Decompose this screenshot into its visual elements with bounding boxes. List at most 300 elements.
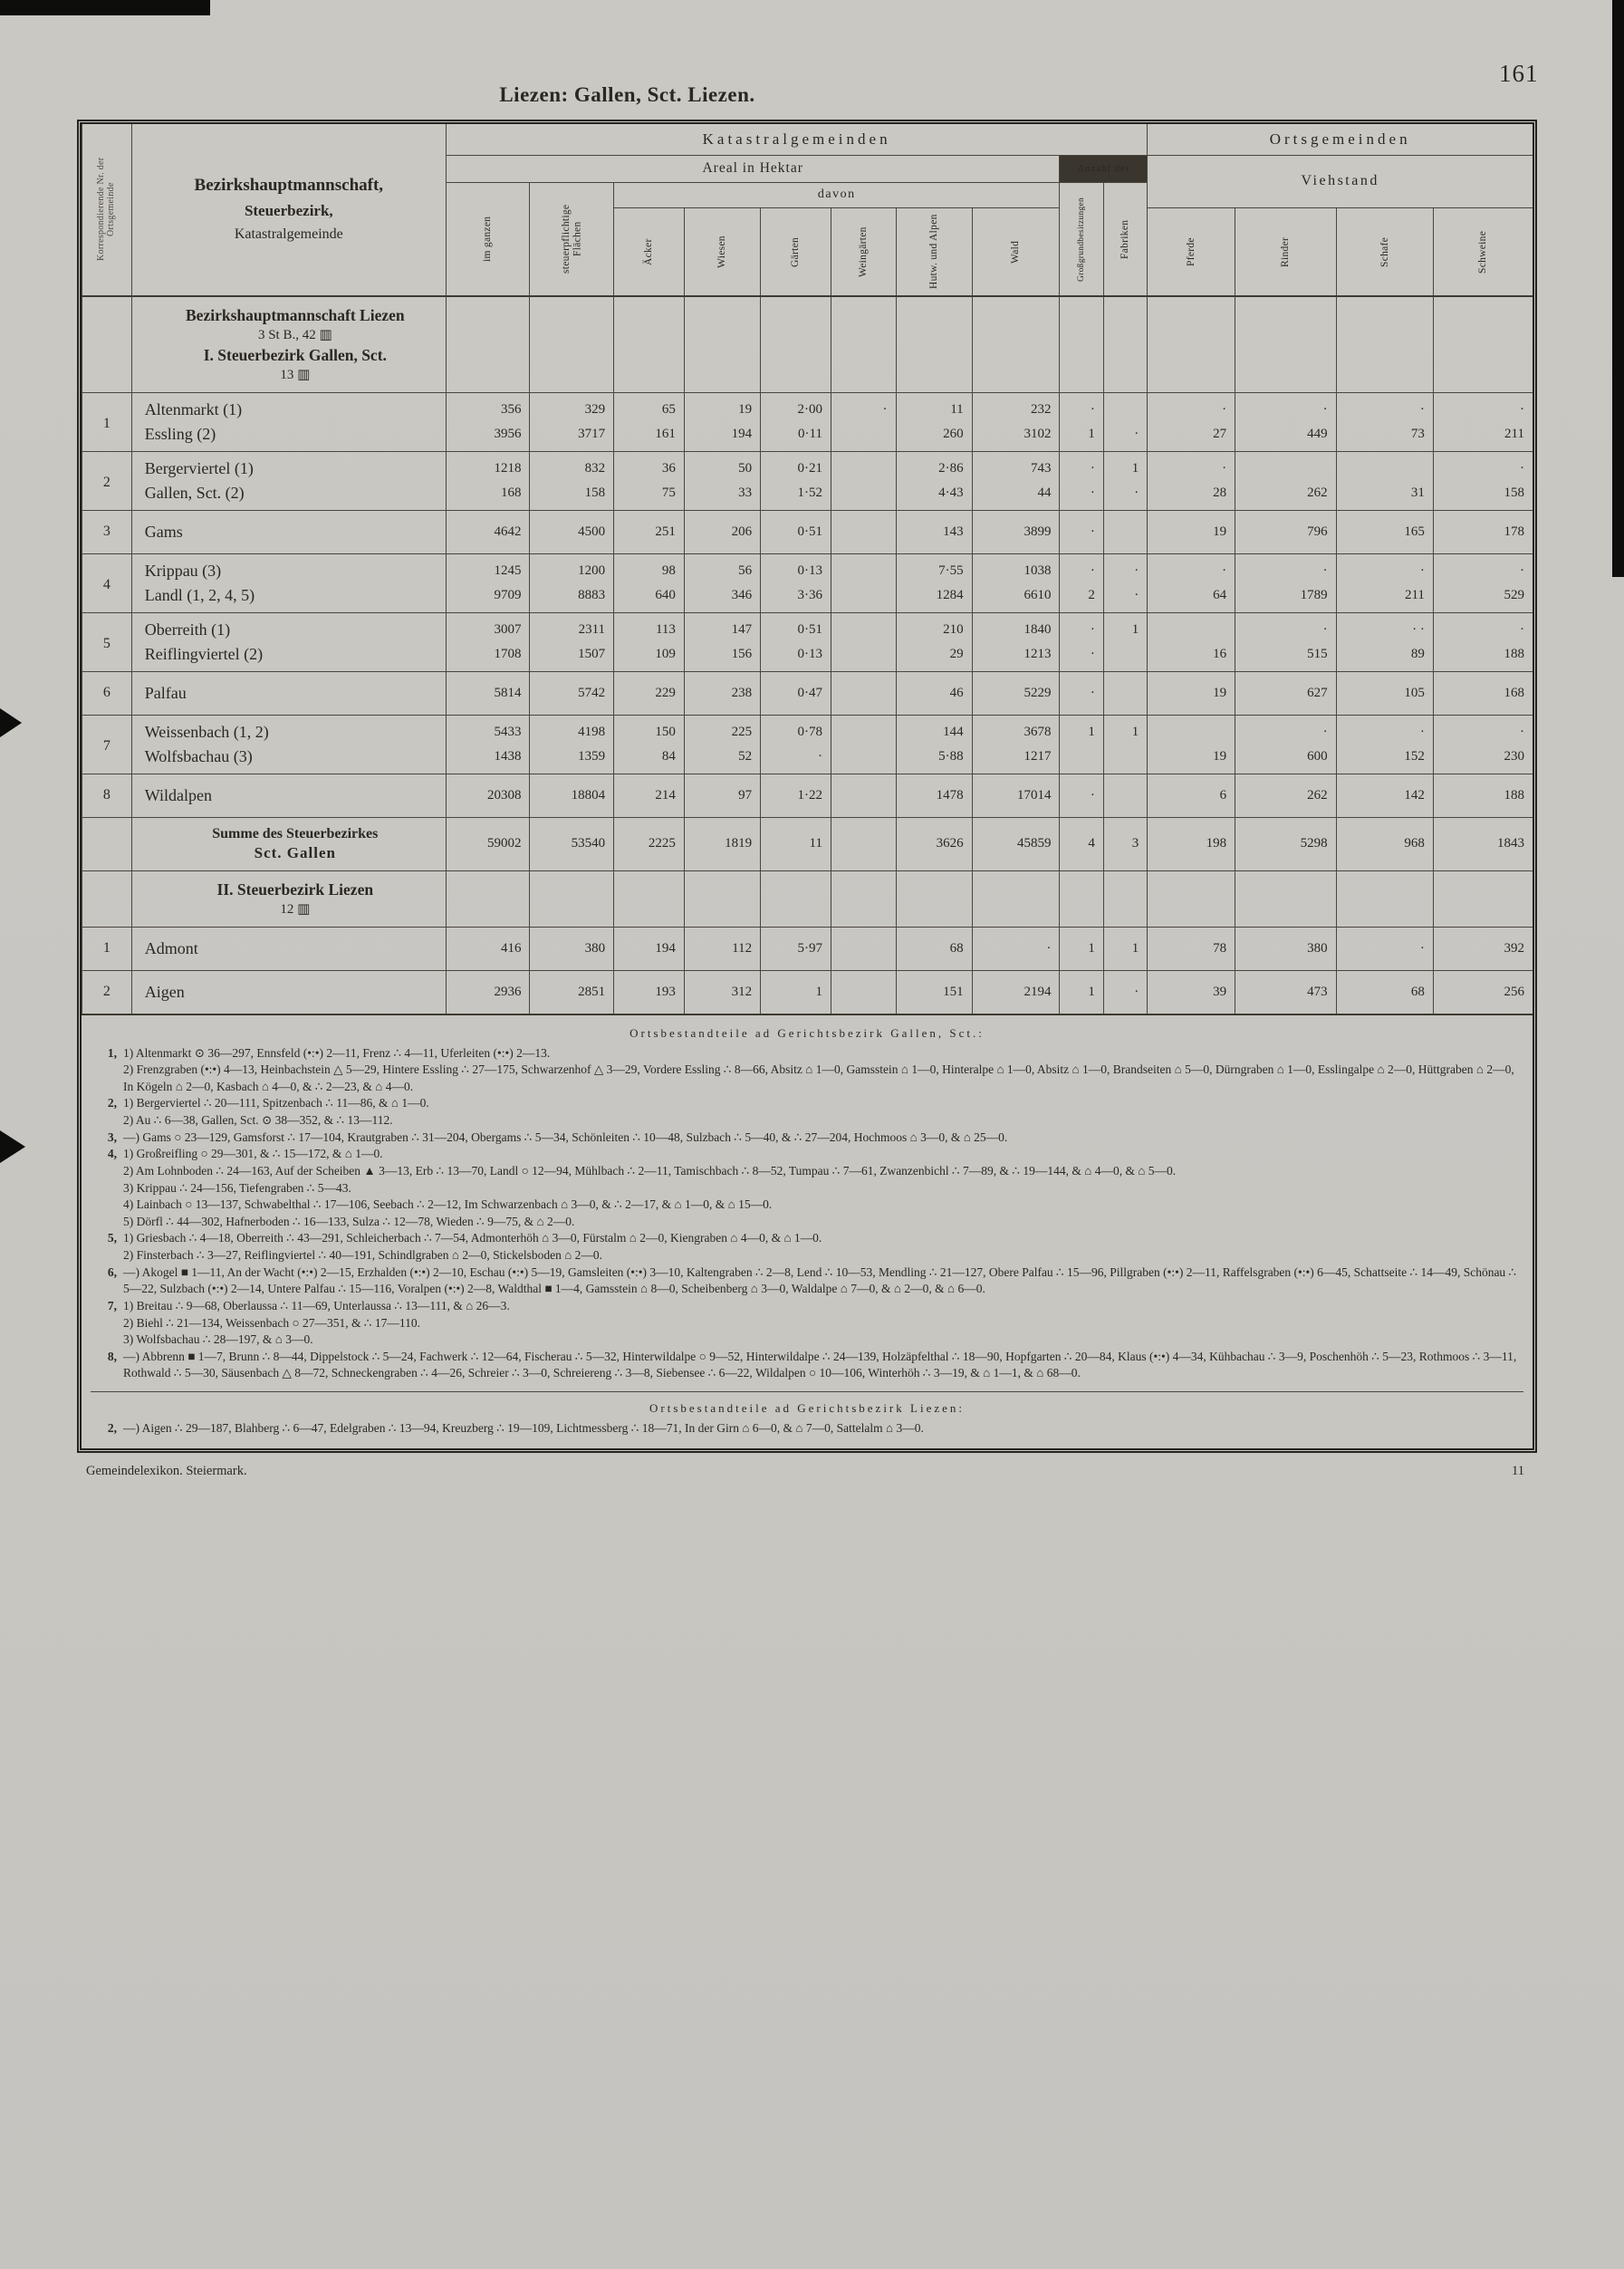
- value-cell: 33: [684, 481, 760, 511]
- value-cell: [831, 745, 896, 774]
- areal-header: Areal in Hektar: [446, 155, 1060, 182]
- place-name-cell: Gallen, Sct. (2): [131, 481, 446, 511]
- footnote-text: 2) Biehl ∴ 21—134, Weissenbach ○ 27—351, & ∴ 17—110.: [123, 1315, 420, 1330]
- value-cell: [831, 510, 896, 553]
- value-cell: 0·51: [761, 510, 831, 553]
- row-number-cell: 2: [82, 451, 132, 510]
- value-cell: 59002: [446, 817, 530, 870]
- value-cell: 5298: [1235, 817, 1337, 870]
- place-name-cell: Palfau: [131, 671, 446, 715]
- value-cell: 142: [1336, 774, 1433, 817]
- value-cell: 5433: [446, 715, 530, 745]
- column-header-pferde: [1148, 207, 1235, 296]
- footnote-section: [91, 1026, 1523, 1383]
- value-cell: 832: [530, 451, 614, 481]
- value-cell: ·: [1148, 392, 1235, 422]
- row-number-cell: [82, 296, 132, 393]
- empty-cell: [896, 296, 972, 393]
- footnote-heading: Ortsbestandteile ad Gerichtsbezirk Gallen, Sct.:: [629, 1025, 985, 1040]
- value-cell: 84: [614, 745, 685, 774]
- footnote-text: 2) Am Lohnboden ∴ 24—163, Auf der Scheiben ▲ 3—13, Erb ∴ 13—70, Landl ○ 12—94, Mühlbach ∴ 2—11, Tamischbach ∴ 8—52, Tumpau ∴ 7—61, Zwanzenbichl ∴ 7—89, & ∴ 19—144, & ⌂ 4—0, & ⌂ 5—0.: [123, 1163, 1177, 1178]
- value-cell: 515: [1235, 642, 1337, 672]
- value-cell: ·: [1235, 392, 1337, 422]
- value-cell: 3956: [446, 422, 530, 452]
- value-cell: ·: [1336, 715, 1433, 745]
- value-cell: 1217: [972, 745, 1060, 774]
- value-cell: 53540: [530, 817, 614, 870]
- value-cell: 1438: [446, 745, 530, 774]
- value-cell: 188: [1433, 774, 1533, 817]
- value-cell: 529: [1433, 583, 1533, 613]
- value-cell: 3007: [446, 612, 530, 642]
- value-cell: 161: [614, 422, 685, 452]
- value-cell: 9709: [446, 583, 530, 613]
- value-cell: ·: [1336, 553, 1433, 583]
- footnote-body: [123, 1045, 1523, 1096]
- footnote-body: [123, 1298, 1523, 1349]
- value-cell: 31: [1336, 481, 1433, 511]
- value-cell: 158: [530, 481, 614, 511]
- value-cell: 0·47: [761, 671, 831, 715]
- empty-cell: [684, 296, 760, 393]
- value-cell: 1038: [972, 553, 1060, 583]
- value-cell: 3678: [972, 715, 1060, 745]
- value-cell: ·: [1433, 612, 1533, 642]
- column-label: steuerpflichtige Flächen: [560, 204, 583, 274]
- footnote-entry: [91, 1130, 1523, 1147]
- value-cell: 1·52: [761, 481, 831, 511]
- empty-cell: [684, 870, 760, 927]
- value-cell: 743: [972, 451, 1060, 481]
- value-cell: ·: [1060, 642, 1103, 672]
- table-row: [82, 583, 1533, 613]
- column-label: Weingärten: [858, 226, 870, 277]
- empty-cell: [446, 296, 530, 393]
- value-cell: 1: [1103, 451, 1147, 481]
- column-header-wiesen: [684, 207, 760, 296]
- value-cell: 194: [684, 422, 760, 452]
- value-cell: ·: [1336, 927, 1433, 970]
- row-number-cell: [82, 817, 132, 870]
- value-cell: 6610: [972, 583, 1060, 613]
- value-cell: ·: [1433, 392, 1533, 422]
- value-cell: [831, 451, 896, 481]
- value-cell: 0·78: [761, 715, 831, 745]
- footnote-text: —) Akogel ■ 1—11, An der Wacht (•:•) 2—15, Erzhalden (•:•) 2—10, Eschau (•:•) 5—19, Gamsleiten (•:•) 3—10, Kaltengraben ∴ 2—8, Lend ∴ 10—53, Mendling ∴ 21—127, Obere Palfau ∴ 15—96, Pillgraben (•:•) 2—11, Raffelsgraben (•:•) 6—45, Schattseite ∴ 14—49, Schönau ∴ 5—22, Sulzbach (•:•) 2—14, Untere Palfau ∴ 15—116, Voralpen (•:•) 2—8, Waldthal ■ 1—4, Gamsstein ⌂ 8—0, Scheibenberg ⌂ 3—0, Waldalpe ⌂ 7—0, & ⌂ 2—0, & ⌂ 6—0.: [123, 1264, 1517, 1296]
- value-cell: 3·36: [761, 583, 831, 613]
- value-cell: 20308: [446, 774, 530, 817]
- value-cell: 3102: [972, 422, 1060, 452]
- place-name-cell: Essling (2): [131, 422, 446, 452]
- value-cell: 1284: [896, 583, 972, 613]
- row-number-cell: 6: [82, 671, 132, 715]
- viehstand-header: Viehstand: [1148, 155, 1533, 207]
- value-cell: 1·22: [761, 774, 831, 817]
- value-cell: 262: [1235, 481, 1337, 511]
- value-cell: ·: [1433, 451, 1533, 481]
- column-header-wald: [972, 207, 1060, 296]
- value-cell: [831, 583, 896, 613]
- value-cell: 229: [614, 671, 685, 715]
- footnote-text: —) Aigen ∴ 29—187, Blahberg ∴ 6—47, Edelgraben ∴ 13—94, Kreuzberg ∴ 19—109, Lichtmessberg ∴ 18—71, In der Girn ⌂ 6—0, & ⌂ 7—0, Sattelalm ⌂ 3—0.: [123, 1421, 924, 1435]
- section-line: I. Steuerbezirk Gallen, Sct.: [203, 345, 387, 364]
- table-row: [82, 774, 1533, 817]
- section-line: II. Steuerbezirk Liezen: [216, 880, 374, 899]
- value-cell: 968: [1336, 817, 1433, 870]
- value-cell: 416: [446, 927, 530, 970]
- value-cell: 5814: [446, 671, 530, 715]
- column-header-rinder: [1235, 207, 1337, 296]
- value-cell: ·: [1060, 392, 1103, 422]
- value-cell: 198: [1148, 817, 1235, 870]
- value-cell: 1840: [972, 612, 1060, 642]
- corner-header-cell: [82, 124, 132, 296]
- value-cell: [1336, 451, 1433, 481]
- value-cell: 0·21: [761, 451, 831, 481]
- value-cell: [831, 642, 896, 672]
- value-cell: 4·43: [896, 481, 972, 511]
- table-row: [82, 970, 1533, 1014]
- footnote-number: 6,: [107, 1264, 117, 1279]
- column-label: im ganzen: [482, 216, 494, 262]
- footnote-number: 4,: [107, 1147, 117, 1161]
- footnote-number: 2,: [107, 1421, 117, 1435]
- value-cell: ·: [1060, 612, 1103, 642]
- value-cell: 113: [614, 612, 685, 642]
- value-cell: 346: [684, 583, 760, 613]
- place-name-cell: Oberreith (1): [131, 612, 446, 642]
- value-cell: 1: [1103, 715, 1147, 745]
- section-heading-cell: [131, 296, 446, 393]
- column-label: Schweine: [1477, 229, 1489, 274]
- group-header-ortsgemeinden: Ortsgemeinden: [1148, 124, 1533, 155]
- value-cell: ·: [1336, 392, 1433, 422]
- value-cell: 178: [1433, 510, 1533, 553]
- value-cell: [1103, 510, 1147, 553]
- value-cell: 251: [614, 510, 685, 553]
- row-number-cell: 4: [82, 553, 132, 612]
- value-cell: 39: [1148, 970, 1235, 1014]
- value-cell: 5·88: [896, 745, 972, 774]
- value-cell: 214: [614, 774, 685, 817]
- value-cell: 2·86: [896, 451, 972, 481]
- table-row: [82, 715, 1533, 745]
- footnote-number: 1,: [107, 1045, 117, 1060]
- empty-cell: [530, 870, 614, 927]
- value-cell: ·: [1235, 553, 1337, 583]
- empty-cell: [530, 296, 614, 393]
- value-cell: 1478: [896, 774, 972, 817]
- value-cell: 6: [1148, 774, 1235, 817]
- value-cell: ·: [1103, 583, 1147, 613]
- empty-cell: [1103, 870, 1147, 927]
- table-row: [82, 553, 1533, 583]
- value-cell: [1148, 612, 1235, 642]
- page-footer: [77, 1464, 1537, 1479]
- value-cell: [1060, 745, 1103, 774]
- value-cell: ·: [761, 745, 831, 774]
- value-cell: 73: [1336, 422, 1433, 452]
- value-cell: 105: [1336, 671, 1433, 715]
- empty-cell: [1235, 870, 1337, 927]
- column-label: Pferde: [1185, 236, 1196, 266]
- footnote-text: —) Gams ○ 23—129, Gamsforst ∴ 17—104, Krautgraben ∴ 31—204, Obergams ∴ 5—34, Schönleiten ∴ 10—48, Sulzbach ∴ 5—40, & ∴ 27—204, Hochmoos ⌂ 3—0, & ⌂ 25—0.: [123, 1130, 1008, 1144]
- table-row: [82, 481, 1533, 511]
- empty-cell: [614, 870, 685, 927]
- value-cell: [1103, 392, 1147, 422]
- value-cell: 1: [1060, 422, 1103, 452]
- footnotes: [82, 1015, 1533, 1448]
- value-cell: ·: [1433, 715, 1533, 745]
- sum-label-line: Sct. Gallen: [254, 843, 336, 861]
- value-cell: ·: [1060, 481, 1103, 511]
- footnote-text: 3) Krippau ∴ 24—156, Tiefengraben ∴ 5—43.: [123, 1180, 351, 1195]
- footnote-text: 1) Griesbach ∴ 4—18, Oberreith ∴ 43—291, Schleicherbach ∴ 7—54, Admonterhöh ⌂ 3—0, Fürstalm ⌂ 2—0, Kiengraben ⌂ 4—0, & ⌂ 1—0.: [123, 1231, 822, 1245]
- row-number-cell: 8: [82, 774, 132, 817]
- footnote-text: 2) Finsterbach ∴ 3—27, Reiflingviertel ∴ 40—191, Schindlgraben ⌂ 2—0, Stickelsboden ⌂ 2—0.: [123, 1248, 603, 1262]
- page-number: 161: [1499, 60, 1539, 87]
- value-cell: 1: [1060, 927, 1103, 970]
- value-cell: 1218: [446, 451, 530, 481]
- column-header-aecker: [614, 207, 685, 296]
- value-cell: [831, 612, 896, 642]
- value-cell: 206: [684, 510, 760, 553]
- value-cell: 89: [1336, 642, 1433, 672]
- footnote-number: 2,: [107, 1096, 117, 1110]
- row-number-cell: 5: [82, 612, 132, 671]
- footnote-entry: [91, 1298, 1523, 1349]
- footnote-number: 5,: [107, 1231, 117, 1245]
- footer-sheet-number: 11: [1512, 1463, 1524, 1478]
- value-cell: 1: [761, 970, 831, 1014]
- value-cell: 2936: [446, 970, 530, 1014]
- value-cell: 158: [1433, 481, 1533, 511]
- value-cell: 18804: [530, 774, 614, 817]
- empty-cell: [1148, 870, 1235, 927]
- column-header-schweine: [1433, 207, 1533, 296]
- value-cell: 0·13: [761, 642, 831, 672]
- value-cell: 4500: [530, 510, 614, 553]
- value-cell: 600: [1235, 745, 1337, 774]
- column-header-schafe: [1336, 207, 1433, 296]
- footer-publication-label: Gemeindelexikon. Steiermark.: [86, 1463, 247, 1478]
- value-cell: 188: [1433, 642, 1533, 672]
- value-cell: 17014: [972, 774, 1060, 817]
- value-cell: [1103, 642, 1147, 672]
- corner-label: Korrespondierende Nr. der Ortsgemeinde: [96, 158, 116, 262]
- row-number-cell: 2: [82, 970, 132, 1014]
- footnote-text: 5) Dörfl ∴ 44—302, Hafnerboden ∴ 16—133, Sulza ∴ 12—78, Wieden ∴ 9—75, & ⌂ 2—0.: [123, 1214, 575, 1228]
- empty-cell: [972, 296, 1060, 393]
- column-label: Wiesen: [716, 235, 728, 268]
- section-row: [82, 296, 1533, 393]
- value-cell: 1200: [530, 553, 614, 583]
- value-cell: ·: [1148, 553, 1235, 583]
- value-cell: [831, 481, 896, 511]
- value-cell: 45859: [972, 817, 1060, 870]
- value-cell: 19: [1148, 671, 1235, 715]
- value-cell: 109: [614, 642, 685, 672]
- scan-artifact-left-mark-1: [0, 708, 22, 737]
- value-cell: 68: [1336, 970, 1433, 1014]
- value-cell: 262: [1235, 774, 1337, 817]
- value-cell: 1245: [446, 553, 530, 583]
- empty-cell: [1235, 296, 1337, 393]
- place-name-cell: Gams: [131, 510, 446, 553]
- value-cell: 150: [614, 715, 685, 745]
- value-cell: ·: [1103, 970, 1147, 1014]
- value-cell: 1: [1060, 970, 1103, 1014]
- table-body: [82, 296, 1533, 1014]
- value-cell: 392: [1433, 927, 1533, 970]
- value-cell: 1819: [684, 817, 760, 870]
- row-number-cell: 1: [82, 927, 132, 970]
- value-cell: 5·97: [761, 927, 831, 970]
- table-header: [82, 124, 1533, 296]
- value-cell: 147: [684, 612, 760, 642]
- value-cell: 28: [1148, 481, 1235, 511]
- column-header-fabriken: [1103, 182, 1147, 296]
- empty-cell: [831, 296, 896, 393]
- value-cell: 256: [1433, 970, 1533, 1014]
- place-name-cell: Landl (1, 2, 4, 5): [131, 583, 446, 613]
- value-cell: ·: [831, 392, 896, 422]
- value-cell: ·: [1433, 553, 1533, 583]
- page-content: [77, 120, 1537, 1479]
- value-cell: 2: [1060, 583, 1103, 613]
- value-cell: 44: [972, 481, 1060, 511]
- value-cell: 380: [530, 927, 614, 970]
- footnote-text: 1) Breitau ∴ 9—68, Oberlaussa ∴ 11—69, Unterlaussa ∴ 13—111, & ⌂ 26—3.: [123, 1298, 510, 1312]
- value-cell: [831, 927, 896, 970]
- value-cell: 1213: [972, 642, 1060, 672]
- value-cell: [831, 553, 896, 583]
- place-name-cell: Wolfsbachau (3): [131, 745, 446, 774]
- table-row: [82, 671, 1533, 715]
- column-label: Schafe: [1379, 236, 1390, 267]
- place-name-cell: Weissenbach (1, 2): [131, 715, 446, 745]
- section-heading-cell: [131, 870, 446, 927]
- value-cell: · ·: [1336, 612, 1433, 642]
- empty-cell: [761, 870, 831, 927]
- value-cell: [831, 817, 896, 870]
- value-cell: 68: [896, 927, 972, 970]
- value-cell: 211: [1336, 583, 1433, 613]
- section-line: 13 ▥: [280, 367, 311, 382]
- value-cell: ·: [1103, 422, 1147, 452]
- row-number-cell: [82, 870, 132, 927]
- row-number-cell: 3: [82, 510, 132, 553]
- value-cell: 627: [1235, 671, 1337, 715]
- place-name-cell: Reiflingviertel (2): [131, 642, 446, 672]
- value-cell: 165: [1336, 510, 1433, 553]
- value-cell: 143: [896, 510, 972, 553]
- value-cell: ·: [1060, 553, 1103, 583]
- value-cell: 4198: [530, 715, 614, 745]
- place-name-cell: Krippau (3): [131, 553, 446, 583]
- value-cell: 52: [684, 745, 760, 774]
- empty-cell: [1103, 296, 1147, 393]
- footnote-text: 1) Altenmarkt ⊙ 36—297, Ennsfeld (•:•) 2—11, Frenz ∴ 4—11, Uferleiten (•:•) 2—13.: [123, 1045, 551, 1060]
- table-row: [82, 745, 1533, 774]
- empty-cell: [1433, 870, 1533, 927]
- value-cell: 380: [1235, 927, 1337, 970]
- place-name-cell: Altenmarkt (1): [131, 392, 446, 422]
- column-label: Wald: [1010, 239, 1022, 264]
- value-cell: 152: [1336, 745, 1433, 774]
- value-cell: 2194: [972, 970, 1060, 1014]
- value-cell: 0·13: [761, 553, 831, 583]
- footnote-text: 2) Au ∴ 6—38, Gallen, Sct. ⊙ 38—352, & ∴ 13—112.: [123, 1113, 393, 1127]
- value-cell: 19: [1148, 510, 1235, 553]
- value-cell: 230: [1433, 745, 1533, 774]
- value-cell: 3717: [530, 422, 614, 452]
- value-cell: 2851: [530, 970, 614, 1014]
- value-cell: 4642: [446, 510, 530, 553]
- footnote-body: [123, 1146, 1523, 1230]
- table-row: [82, 392, 1533, 422]
- name-header-line: Bezirkshauptmannschaft,: [194, 176, 384, 196]
- place-name-cell: Bergerviertel (1): [131, 451, 446, 481]
- value-cell: 356: [446, 392, 530, 422]
- column-header-steuerpflichtige-flaechen: [530, 182, 614, 296]
- empty-cell: [1060, 870, 1103, 927]
- column-header-hutweiden-und-alpen: [896, 207, 972, 296]
- value-cell: 211: [1433, 422, 1533, 452]
- footnote-body: [123, 1130, 1523, 1147]
- value-cell: 473: [1235, 970, 1337, 1014]
- statistics-table: [82, 124, 1533, 1015]
- value-cell: 1: [1103, 612, 1147, 642]
- value-cell: 1: [1103, 927, 1147, 970]
- value-cell: 7·55: [896, 553, 972, 583]
- footnote-entry: [91, 1420, 1523, 1437]
- value-cell: 78: [1148, 927, 1235, 970]
- anzahl-header: Anzahl der: [1060, 155, 1148, 182]
- empty-cell: [1336, 296, 1433, 393]
- value-cell: 312: [684, 970, 760, 1014]
- footnote-text: 1) Großreifling ○ 29—301, & ∴ 15—172, & ⌂ 1—0.: [123, 1147, 383, 1161]
- value-cell: 225: [684, 715, 760, 745]
- footnote-entry: [91, 1230, 1523, 1264]
- value-cell: [831, 715, 896, 745]
- value-cell: 0·51: [761, 612, 831, 642]
- row-number-cell: 7: [82, 715, 132, 774]
- footnote-body: [123, 1349, 1523, 1382]
- place-name-cell: Wildalpen: [131, 774, 446, 817]
- row-number-cell: 1: [82, 392, 132, 451]
- value-cell: 19: [1148, 745, 1235, 774]
- value-cell: 156: [684, 642, 760, 672]
- value-cell: 2311: [530, 612, 614, 642]
- value-cell: 168: [446, 481, 530, 511]
- value-cell: 3: [1103, 817, 1147, 870]
- value-cell: 27: [1148, 422, 1235, 452]
- place-name-cell: Admont: [131, 927, 446, 970]
- value-cell: 796: [1235, 510, 1337, 553]
- page-title: Liezen: Gallen, Sct. Liezen.: [499, 83, 755, 106]
- sum-label-line: Summe des Steuerbezirkes: [212, 825, 379, 841]
- value-cell: 449: [1235, 422, 1337, 452]
- value-cell: ·: [1060, 671, 1103, 715]
- group-header-katastralgemeinden: Katastralgemeinden: [446, 124, 1147, 155]
- value-cell: 46: [896, 671, 972, 715]
- value-cell: [1148, 715, 1235, 745]
- value-cell: 329: [530, 392, 614, 422]
- scan-artifact-right-bar: [1612, 0, 1624, 577]
- empty-cell: [761, 296, 831, 393]
- empty-cell: [1060, 296, 1103, 393]
